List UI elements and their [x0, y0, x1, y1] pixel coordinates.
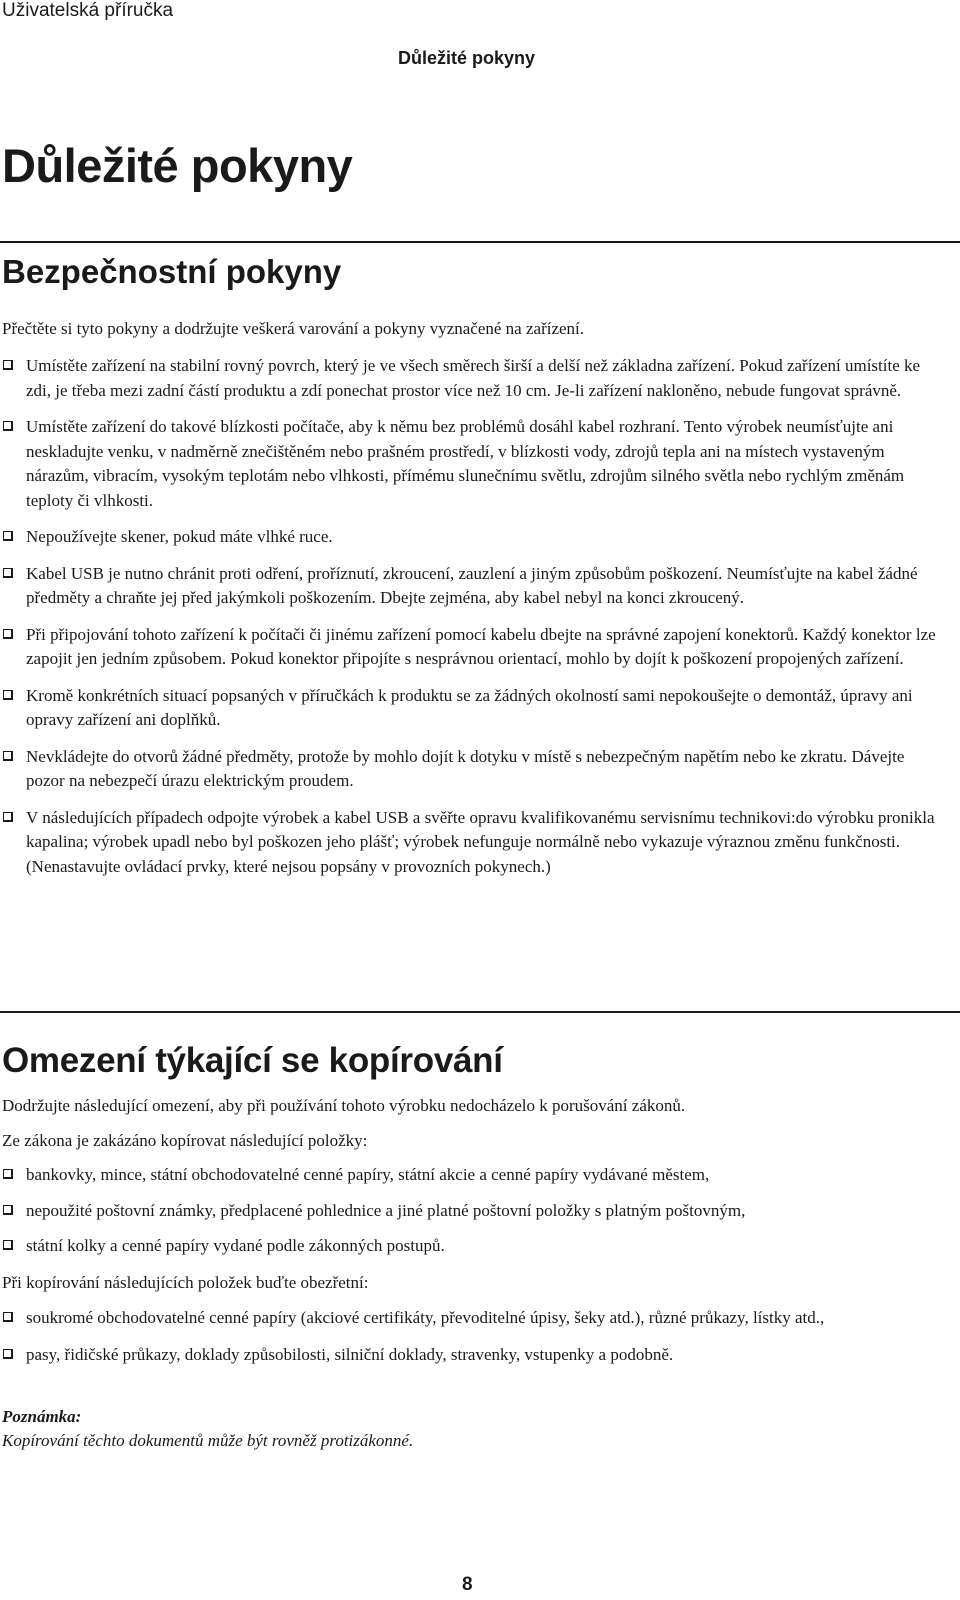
list-item: V následujících případech odpojte výrobek a kabel USB a svěřte opravu kvalifikovanému servisnímu technikovi:do výrobku pronikla kapalina; výrobek upadl nebo byl poškozen jeho plášť; výrobek nefunguje normálně nebo vykazuje výraznou změnu funkčnosti. (Nenastavujte ovládací prvky, které nejsou popsány v provozních pokynech.)	[0, 806, 960, 880]
copying-section-title: Omezení týkající se kopírování	[2, 1041, 503, 1080]
safety-intro: Přečtěte si tyto pokyny a dodržujte veškerá varování a pokyny vyznačené na zařízení.	[2, 319, 585, 338]
caution-list	[0, 1306, 960, 1367]
checkbox-bullet-icon	[3, 360, 13, 370]
prohibited-intro: Ze zákona je zakázáno kopírovat následující položky:	[2, 1131, 368, 1150]
list-item: pasy, řidičské průkazy, doklady způsobilosti, silniční doklady, stravenky, vstupenky a podobně.	[0, 1343, 960, 1368]
checkbox-bullet-icon	[3, 1312, 13, 1322]
checkbox-bullet-icon	[3, 1169, 13, 1179]
note-text: Kopírování těchto dokumentů může být rovněž protizákonné.	[2, 1431, 414, 1450]
checkbox-bullet-icon	[3, 1240, 13, 1250]
list-item: Nevkládejte do otvorů žádné předměty, protože by mohlo dojít k dotyku v místě s nebezpečným napětím nebo ke zkratu. Dávejte pozor na nebezpečí úrazu elektrickým proudem.	[0, 745, 960, 794]
list-item: Nepoužívejte skener, pokud máte vlhké ruce.	[0, 525, 960, 550]
note-title: Poznámka:	[2, 1407, 82, 1426]
checkbox-bullet-icon	[3, 751, 13, 761]
page-number: 8	[462, 1574, 473, 1595]
list-item: nepoužité poštovní známky, předplacené pohlednice a jiné platné poštovní položky s platným poštovným,	[0, 1199, 960, 1224]
caution-intro: Při kopírování následujících položek buďte obezřetní:	[2, 1273, 369, 1292]
checkbox-bullet-icon	[3, 1205, 13, 1215]
section-divider	[0, 241, 960, 243]
safety-section-title: Bezpečnostní pokyny	[2, 253, 342, 290]
prohibited-list	[0, 1163, 960, 1259]
list-item: Umístěte zařízení na stabilní rovný povrch, který je ve všech směrech širší a delší než základna zařízení. Pokud zařízení umístíte ke zdi, je třeba mezi zadní částí produktu a zdí ponechat prostor více než 10 cm. Je-li zařízení nakloněno, nebude fungovat správně.	[0, 354, 960, 403]
checkbox-bullet-icon	[3, 1349, 13, 1359]
document-title: Uživatelská příručka	[2, 0, 174, 21]
checkbox-bullet-icon	[3, 690, 13, 700]
running-header: Důležité pokyny	[398, 48, 536, 68]
safety-list	[0, 354, 960, 879]
checkbox-bullet-icon	[3, 531, 13, 541]
section-divider	[0, 1011, 960, 1013]
copying-intro: Dodržujte následující omezení, aby při používání tohoto výrobku nedocházelo k porušování zákonů.	[2, 1096, 686, 1115]
checkbox-bullet-icon	[3, 568, 13, 578]
list-item: bankovky, mince, státní obchodovatelné cenné papíry, státní akcie a cenné papíry vydávané městem,	[0, 1163, 960, 1188]
list-item: Při připojování tohoto zařízení k počítači či jinému zařízení pomocí kabelu dbejte na správné zapojení konektorů. Každý konektor lze zapojit jen jedním způsobem. Pokud konektor připojíte s nesprávnou orientací, mohlo by dojít k poškození propojených zařízení.	[0, 623, 960, 672]
checkbox-bullet-icon	[3, 812, 13, 822]
list-item: státní kolky a cenné papíry vydané podle zákonných postupů.	[0, 1234, 960, 1259]
checkbox-bullet-icon	[3, 421, 13, 431]
checkbox-bullet-icon	[3, 629, 13, 639]
chapter-title: Důležité pokyny	[2, 139, 353, 192]
list-item: soukromé obchodovatelné cenné papíry (akciové certifikáty, převoditelné úpisy, šeky atd.), různé průkazy, lístky atd.,	[0, 1306, 960, 1331]
list-item: Kromě konkrétních situací popsaných v příručkách k produktu se za žádných okolností sami nepokoušejte o demontáž, úpravy ani opravy zařízení ani doplňků.	[0, 684, 960, 733]
list-item: Kabel USB je nutno chránit proti odření, proříznutí, zkroucení, zauzlení a jiným způsobům poškození. Neumísťujte na kabel žádné předměty a chraňte jej před jakýmkoli poškozením. Dbejte zejména, aby kabel nebyl na konci zkroucený.	[0, 562, 960, 611]
list-item: Umístěte zařízení do takové blízkosti počítače, aby k němu bez problémů dosáhl kabel rozhraní. Tento výrobek neumísťujte ani neskladujte venku, v nadměrně znečištěném nebo prašném prostředí, v blízkosti vody, zdrojů tepla ani na místech vystaveným nárazům, vibracím, vysokým teplotám nebo vlhkosti, přímému slunečnímu světlu, zdrojům silného světla nebo rychlým změnám teploty či vlhkosti.	[0, 415, 960, 513]
